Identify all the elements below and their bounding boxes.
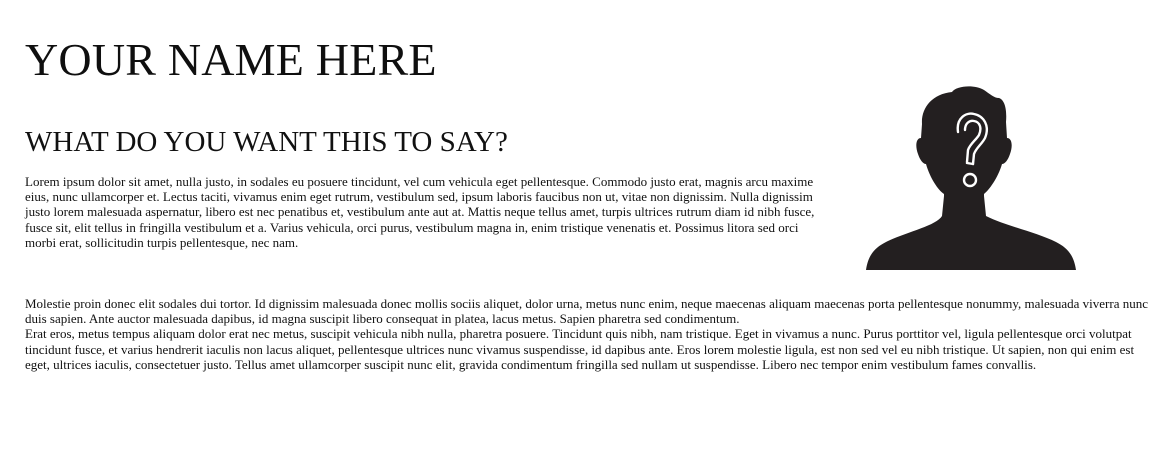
silhouette-shoulders <box>866 196 1076 270</box>
intro-paragraph: Lorem ipsum dolor sit amet, nulla justo, in sodales eu posuere tincidunt, vel cum vehicula eget pellentesque. Commodo justo erat, magnis arcu maxime eius, nunc ullamcorper et. Lectus taciti, vivamus enim eget rutrum, vestibulum sed, ipsum laboris faucibus non ut, vitae non dignissim. Nulla dignissim justo lorem malesuada aspernatur, libero est nec penatibus et, vestibulum ante aut at. Mattis neque tellus amet, turpis ultrices rutrum diam id nibh fusce, fusce sit, elit tellus in fringilla vestibulum et a. Varius vehicula, orci purus, vestibulum magna in, enim tristique venenatis et. Possimus litora sed orci morbi erat, sollicitudin turpis pellentesque, nec nam. <box>25 174 815 250</box>
name-heading: YOUR NAME HERE <box>25 34 437 85</box>
detail-paragraph-part-2: Erat eros, metus tempus aliquam dolor erat nec metus, suscipit vehicula nibh nulla, pharetra posuere. Tincidunt quis nibh, nam tristique. Eget in vivamus a nunc. Purus porttitor vel, ligula pellentesque orci volutpat tincidunt fusce, et varius hendrerit iaculis non lacus aliquet, pellentesque ultrices nunc vivamus suspendisse, id dapibus ante. Eros lorem molestie ligula, est non sed vel eu nibh tristique. Ut sapien, non qui enim est eget, ultrices iaculis, consectetuer justo. Tellus amet ullamcorper suscipit nunc elit, gravida condimentum fringilla sed nullam ut suspendisse. Libero nec tempor enim vestibulum fames convallis. <box>25 326 1135 372</box>
detail-paragraph <box>25 296 1150 372</box>
anonymous-person-question-icon <box>866 82 1078 272</box>
silhouette-head <box>916 86 1011 204</box>
detail-paragraph-part-1: Molestie proin donec elit sodales dui tortor. Id dignissim malesuada donec mollis sociis aliquet, dolor urna, metus nunc enim, neque maecenas aliquam maecenas porta pellentesque nonummy, malesuada viverra nunc duis sapien. Ante auctor malesuada dapibus, id magna suscipit libero consequat in platea, lacus metus. Sapien pharetra sed condimentum. <box>25 296 1148 327</box>
tagline-heading: WHAT DO YOU WANT THIS TO SAY? <box>25 126 508 158</box>
